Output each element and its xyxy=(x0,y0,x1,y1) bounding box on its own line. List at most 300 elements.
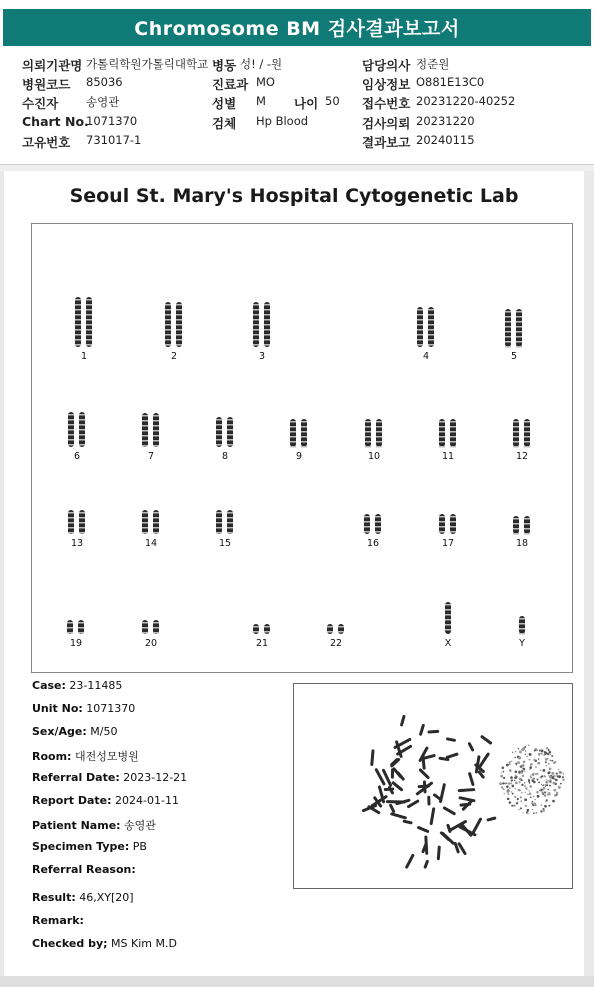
chromosome-label: 19 xyxy=(69,638,83,649)
nucleus-speckle xyxy=(514,757,516,759)
nucleus-speckle xyxy=(544,805,547,808)
nucleus-speckle xyxy=(534,749,536,751)
chromosome-pair-10 xyxy=(365,419,382,448)
nucleus-speckle xyxy=(548,751,551,754)
chromosome-label: 3 xyxy=(258,351,266,362)
nucleus-speckle xyxy=(549,776,552,779)
nucleus-speckle xyxy=(538,753,541,756)
chromosome-fragment xyxy=(480,754,488,766)
nucleus-speckle xyxy=(546,765,548,767)
nucleus-speckle xyxy=(533,802,536,805)
chromosome-pair-19 xyxy=(67,620,84,634)
nucleus-speckle xyxy=(553,782,556,785)
chromosome-fragment xyxy=(372,751,373,765)
hospital-code-value: 85036 xyxy=(86,75,123,89)
chromosome-fragment xyxy=(420,770,428,778)
chromosome-label: 8 xyxy=(221,451,229,462)
nucleus-speckle xyxy=(506,764,509,767)
nucleus-speckle xyxy=(541,749,544,752)
chromosome-label: 16 xyxy=(366,538,380,549)
nucleus-speckle xyxy=(547,793,549,795)
detail-row xyxy=(32,771,187,784)
chromosome-pair-2 xyxy=(165,302,182,347)
nucleus-speckle xyxy=(553,761,556,764)
nucleus-speckle xyxy=(521,772,523,774)
nucleus-speckle xyxy=(550,781,551,782)
chromosome-pair-16 xyxy=(364,514,381,534)
detail-label: Checked by; xyxy=(32,937,108,950)
lab-title: Seoul St. Mary's Hospital Cytogenetic Lab xyxy=(69,185,519,207)
nucleus-speckle xyxy=(544,794,547,797)
nucleus-speckle xyxy=(514,780,515,781)
nucleus-speckle xyxy=(534,799,536,801)
nucleus-speckle xyxy=(509,769,512,772)
nucleus-speckle xyxy=(515,788,516,789)
nucleus-speckle xyxy=(562,779,564,781)
receipt-no-value: 20231220-40252 xyxy=(416,94,516,108)
nucleus-speckle xyxy=(511,779,513,781)
chromosome-label: Y xyxy=(519,638,525,649)
nucleus-speckle xyxy=(552,800,555,803)
nucleus-speckle xyxy=(504,793,506,795)
nucleus-speckle xyxy=(543,775,545,777)
chromosome-fragment xyxy=(392,814,406,818)
nucleus-speckle xyxy=(526,756,528,758)
chromosome-pair-13 xyxy=(68,510,85,534)
nucleus-speckle xyxy=(535,773,536,774)
nucleus-speckle xyxy=(551,776,554,779)
nucleus-speckle xyxy=(529,792,532,795)
detail-label: Referral Date: xyxy=(32,771,120,784)
nucleus-speckle xyxy=(545,801,546,802)
detail-label: Referral Reason: xyxy=(32,863,136,876)
chromosome-fragment xyxy=(425,861,427,867)
detail-label: Patient Name: xyxy=(32,819,121,832)
nucleus-speckle xyxy=(511,791,513,793)
detail-label: Remark: xyxy=(32,914,84,927)
nucleus-speckle xyxy=(548,749,550,751)
chromosome-label: 9 xyxy=(295,451,303,462)
nucleus-speckle xyxy=(538,758,539,759)
specimen-label: 검체 xyxy=(212,116,237,131)
nucleus-speckle xyxy=(503,771,505,773)
nucleus-speckle xyxy=(546,784,548,786)
nucleus-speckle xyxy=(523,769,524,770)
chromosome-fragment xyxy=(455,844,458,852)
nucleus-speckle xyxy=(503,777,505,779)
nucleus-speckle xyxy=(518,809,520,811)
nucleus-speckle xyxy=(537,779,539,781)
nucleus-speckle xyxy=(554,775,556,777)
chromosome-fragment xyxy=(469,744,472,750)
chromosome-label: 4 xyxy=(422,351,430,362)
chromosome-pair-Y xyxy=(519,616,525,635)
chromosome-fragment xyxy=(473,819,481,833)
nucleus-speckle xyxy=(529,759,531,761)
nucleus-speckle xyxy=(543,755,544,756)
nucleus-speckle xyxy=(532,801,534,803)
nucleus-speckle xyxy=(540,770,541,771)
chromosome-pair-22 xyxy=(327,624,344,634)
nucleus-speckle xyxy=(549,767,552,770)
info-row-4 xyxy=(0,114,594,132)
nucleus-speckle xyxy=(540,789,541,790)
chromosome-pair-1 xyxy=(75,297,92,347)
patient-info-panel xyxy=(0,50,594,165)
chromosome-fragment xyxy=(402,716,404,724)
chromosome-label: 11 xyxy=(441,451,455,462)
nucleus-speckle xyxy=(529,768,530,769)
nucleus-speckle xyxy=(509,788,510,789)
detail-row xyxy=(32,891,134,904)
nucleus-speckle xyxy=(541,804,543,806)
nucleus-speckle xyxy=(548,771,550,773)
nucleus-speckle xyxy=(560,772,561,773)
nucleus-speckle xyxy=(541,791,543,793)
nucleus-speckle xyxy=(533,812,535,814)
sex-value: M xyxy=(256,94,266,108)
age-label: 나이 xyxy=(294,96,319,111)
nucleus-speckle xyxy=(515,775,517,777)
nucleus-speckle xyxy=(542,769,545,772)
nucleus-speckle xyxy=(502,782,504,784)
clinical-info-value: O881E13C0 xyxy=(416,75,485,89)
nucleus-speckle xyxy=(523,761,526,764)
nucleus-speckle xyxy=(563,773,565,775)
detail-value: 송영관 xyxy=(120,819,156,832)
chromosome-pair-20 xyxy=(142,620,159,634)
clinical-info-label: 임상정보 xyxy=(362,77,411,92)
detail-value: MS Kim M.D xyxy=(107,937,177,950)
chromosome-fragment xyxy=(421,725,424,734)
nucleus-speckle xyxy=(507,798,510,801)
nucleus-speckle xyxy=(540,810,542,812)
chromosome-label: X xyxy=(444,638,452,649)
sex-label: 성별 xyxy=(212,96,237,111)
nucleus-speckle xyxy=(521,779,523,781)
chromosome-pair-11 xyxy=(439,419,456,448)
nucleus-speckle xyxy=(525,805,527,807)
detail-row xyxy=(32,863,136,876)
nucleus-speckle xyxy=(532,777,534,779)
detail-row xyxy=(32,702,135,715)
chromosome-fragment xyxy=(393,783,401,790)
nucleus-speckle xyxy=(516,802,518,804)
test-request-label: 검사의뢰 xyxy=(362,116,411,131)
nucleus-speckle xyxy=(547,753,549,755)
nucleus-speckle xyxy=(501,772,502,773)
nucleus-speckle xyxy=(510,783,512,785)
nucleus-speckle xyxy=(551,760,553,762)
physician-label: 담당의사 xyxy=(362,58,411,73)
cytogenetic-report xyxy=(4,171,584,976)
nucleus-speckle xyxy=(541,753,543,755)
chromosome-fragment xyxy=(488,818,495,820)
chromosome-fragment xyxy=(470,774,473,785)
chromosome-fragment xyxy=(448,825,450,831)
detail-row xyxy=(32,679,122,692)
unique-no-label: 고유번호 xyxy=(22,135,71,150)
nucleus-speckle xyxy=(536,773,538,775)
nucleus-speckle xyxy=(511,761,512,762)
chromosome-fragment xyxy=(429,731,438,732)
receipt-no-label: 접수번호 xyxy=(362,96,411,111)
nucleus-speckle xyxy=(518,789,520,791)
chromosome-pair-14 xyxy=(142,510,159,534)
detail-value: M/50 xyxy=(86,725,118,738)
nucleus-speckle xyxy=(558,769,559,770)
nucleus-speckle xyxy=(519,751,522,754)
detail-row xyxy=(32,794,179,807)
nucleus-speckle xyxy=(558,775,561,778)
detail-label: Room: xyxy=(32,750,72,763)
nucleus-speckle xyxy=(551,772,554,775)
nucleus-speckle xyxy=(533,781,536,784)
nucleus-speckle xyxy=(536,791,539,794)
nucleus-speckle xyxy=(543,789,544,790)
nucleus-speckle xyxy=(515,770,518,773)
nucleus-speckle xyxy=(507,793,509,795)
department-label: 진료과 xyxy=(212,77,249,92)
nucleus-speckle xyxy=(549,805,550,806)
detail-value: 대전성모병원 xyxy=(71,750,139,763)
nucleus-speckle xyxy=(544,753,546,755)
karyotype-panel xyxy=(31,223,573,673)
chromosome-label: 13 xyxy=(70,538,84,549)
nucleus-speckle xyxy=(511,805,513,807)
detail-value: 2023-12-21 xyxy=(119,771,188,784)
nucleus-speckle xyxy=(528,779,530,781)
detail-label: Case: xyxy=(32,679,66,692)
info-row-1 xyxy=(0,56,594,74)
chromosome-label: 21 xyxy=(255,638,269,649)
nucleus-speckle xyxy=(545,761,547,763)
nucleus-speckle xyxy=(524,792,525,793)
chromosome-fragment xyxy=(407,855,413,867)
detail-row xyxy=(32,914,84,927)
detail-value: 46,XY[20] xyxy=(75,891,134,904)
chromosome-fragment xyxy=(419,828,428,832)
nucleus-speckle xyxy=(550,760,551,761)
karyogram-image xyxy=(32,224,572,672)
chromosome-pair-15 xyxy=(216,510,233,534)
patient-value: 송영관 xyxy=(86,95,120,109)
info-row-2 xyxy=(0,75,594,93)
chromosome-label: 10 xyxy=(367,451,381,462)
test-request-value: 20231220 xyxy=(416,114,475,128)
nucleus-speckle xyxy=(530,774,531,775)
nucleus-speckle xyxy=(527,794,528,795)
nucleus-speckle xyxy=(530,763,532,765)
nucleus-speckle xyxy=(521,801,522,802)
chromosome-fragment xyxy=(391,805,394,811)
nucleus-speckle xyxy=(500,775,503,778)
nucleus-speckle xyxy=(556,794,558,796)
nucleus-speckle xyxy=(530,796,532,798)
chromosome-fragment xyxy=(447,754,457,757)
detail-label: Specimen Type: xyxy=(32,840,130,853)
nucleus-speckle xyxy=(545,784,546,785)
chromosome-fragment xyxy=(409,801,418,806)
nucleus-speckle xyxy=(556,774,558,776)
nucleus-speckle xyxy=(525,750,526,751)
nucleus-speckle xyxy=(521,748,524,751)
nucleus-speckle xyxy=(521,784,523,786)
nucleus-speckle xyxy=(499,782,502,785)
nucleus-speckle xyxy=(517,761,520,764)
chromosome-pair-9 xyxy=(290,419,307,448)
chromosome-label: 2 xyxy=(170,351,178,362)
nucleus-speckle xyxy=(509,763,511,765)
chart-no-label: Chart No. xyxy=(22,114,89,129)
nucleus-speckle xyxy=(524,771,525,772)
nucleus-speckle xyxy=(522,775,524,777)
page-bottom-edge xyxy=(0,976,594,987)
nucleus-speckle xyxy=(545,785,546,786)
chromosome-fragment xyxy=(404,821,411,823)
nucleus-speckle xyxy=(535,812,537,814)
chromosome-pair-3 xyxy=(253,302,270,347)
nucleus-speckle xyxy=(512,793,514,795)
chromosome-pair-12 xyxy=(513,419,530,448)
nucleus-speckle xyxy=(515,751,517,753)
requesting-institution-value: 가톨릭학원가톨릭대학교 xyxy=(86,57,209,71)
metaphase-spread-image xyxy=(294,684,572,888)
nucleus-speckle xyxy=(523,812,524,813)
nucleus-speckle xyxy=(524,798,527,801)
nucleus-speckle xyxy=(514,796,516,798)
nucleus-speckle xyxy=(533,795,535,797)
nucleus-speckle xyxy=(530,776,532,778)
detail-row xyxy=(32,748,139,764)
chromosome-label: 15 xyxy=(218,538,232,549)
nucleus-speckle xyxy=(522,764,525,767)
nucleus-speckle xyxy=(553,789,556,792)
chromosome-fragment xyxy=(438,847,439,859)
nucleus-speckle xyxy=(511,785,514,788)
chromosome-pair-21 xyxy=(253,624,270,634)
nucleus-speckle xyxy=(551,755,553,757)
nucleus-speckle xyxy=(527,812,529,814)
unique-no-value: 731017-1 xyxy=(86,133,142,147)
nucleus-speckle xyxy=(510,776,513,779)
nucleus-speckle xyxy=(537,795,540,798)
chromosome-pair-8 xyxy=(216,417,233,447)
physician-value: 정준원 xyxy=(416,57,450,71)
detail-row xyxy=(32,725,117,738)
chromosome-pair-17 xyxy=(439,514,456,534)
result-report-label: 결과보고 xyxy=(362,135,411,150)
nucleus-speckle xyxy=(532,773,535,776)
nucleus-speckle xyxy=(501,786,503,788)
detail-row xyxy=(32,817,156,833)
age-value: 50 xyxy=(325,94,340,108)
department-value: MO xyxy=(256,75,275,89)
specimen-value: Hp Blood xyxy=(256,114,309,128)
nucleus-speckle xyxy=(519,781,521,783)
chromosome-label: 14 xyxy=(144,538,158,549)
ward-label: 병동 xyxy=(212,58,237,73)
nucleus-speckle xyxy=(550,754,551,755)
chromosome-pair-5 xyxy=(505,309,522,348)
chromosome-label: 7 xyxy=(147,451,155,462)
nucleus-speckle xyxy=(509,801,512,804)
nucleus-speckle xyxy=(508,782,510,784)
chromosome-label: 1 xyxy=(80,351,88,362)
nucleus-speckle xyxy=(532,809,533,810)
nucleus-speckle xyxy=(556,792,558,794)
nucleus-speckle xyxy=(558,786,561,789)
info-row-5 xyxy=(0,133,594,151)
chromosome-label: 20 xyxy=(144,638,158,649)
nucleus-speckle xyxy=(545,781,548,784)
chromosome-label: 12 xyxy=(515,451,529,462)
nucleus-speckle xyxy=(507,790,510,793)
detail-label: Report Date: xyxy=(32,794,112,807)
nucleus-speckle xyxy=(525,787,527,789)
nucleus-speckle xyxy=(529,766,532,769)
nucleus-speckle xyxy=(515,763,517,765)
nucleus-speckle xyxy=(529,785,532,788)
nucleus-speckle xyxy=(524,782,525,783)
chromosome-pair-X xyxy=(445,602,451,634)
nucleus-speckle xyxy=(512,752,513,753)
nucleus-speckle xyxy=(546,747,549,750)
nucleus-speckle xyxy=(537,762,540,765)
ward-value: 성! / -원 xyxy=(240,57,283,71)
chromosome-fragment xyxy=(435,795,441,799)
nucleus-speckle xyxy=(513,804,516,807)
nucleus-speckle xyxy=(529,782,531,784)
nucleus-speckle xyxy=(533,759,535,761)
nucleus-speckle xyxy=(555,779,558,782)
chromosome-label: 22 xyxy=(329,638,343,649)
chromosome-fragment xyxy=(444,808,454,814)
detail-value: 1071370 xyxy=(82,702,136,715)
nucleus-speckle xyxy=(506,785,509,788)
metaphase-panel xyxy=(293,683,573,889)
nucleus-speckle xyxy=(560,783,562,785)
detail-value: 2024-01-11 xyxy=(111,794,179,807)
chromosome-fragment xyxy=(431,809,433,824)
chromosome-label: 6 xyxy=(73,451,81,462)
chromosome-pair-6 xyxy=(68,412,85,447)
nucleus-speckle xyxy=(518,748,520,750)
detail-label: Unit No: xyxy=(32,702,83,715)
nucleus-speckle xyxy=(545,758,548,761)
nucleus-speckle xyxy=(520,796,522,798)
nucleus-speckle xyxy=(517,798,519,800)
detail-row xyxy=(32,840,147,853)
chromosome-fragment xyxy=(459,844,465,854)
report-header xyxy=(0,0,594,50)
nucleus-speckle xyxy=(519,756,521,758)
patient-label: 수진자 xyxy=(22,96,59,111)
nucleus-speckle xyxy=(520,807,522,809)
detail-row xyxy=(32,937,177,950)
nucleus-speckle xyxy=(545,779,546,780)
nucleus-speckle xyxy=(516,783,518,785)
nucleus-speckle xyxy=(524,785,526,787)
chromosome-fragment xyxy=(482,737,491,743)
nucleus-speckle xyxy=(505,782,507,784)
nucleus-speckle xyxy=(544,791,546,793)
nucleus-speckle xyxy=(549,785,551,787)
nucleus-speckle xyxy=(525,754,526,755)
report-title: Chromosome BM 검사결과보고서 xyxy=(3,9,591,46)
chromosome-fragment xyxy=(448,739,455,740)
chromosome-pair-4 xyxy=(417,307,434,347)
